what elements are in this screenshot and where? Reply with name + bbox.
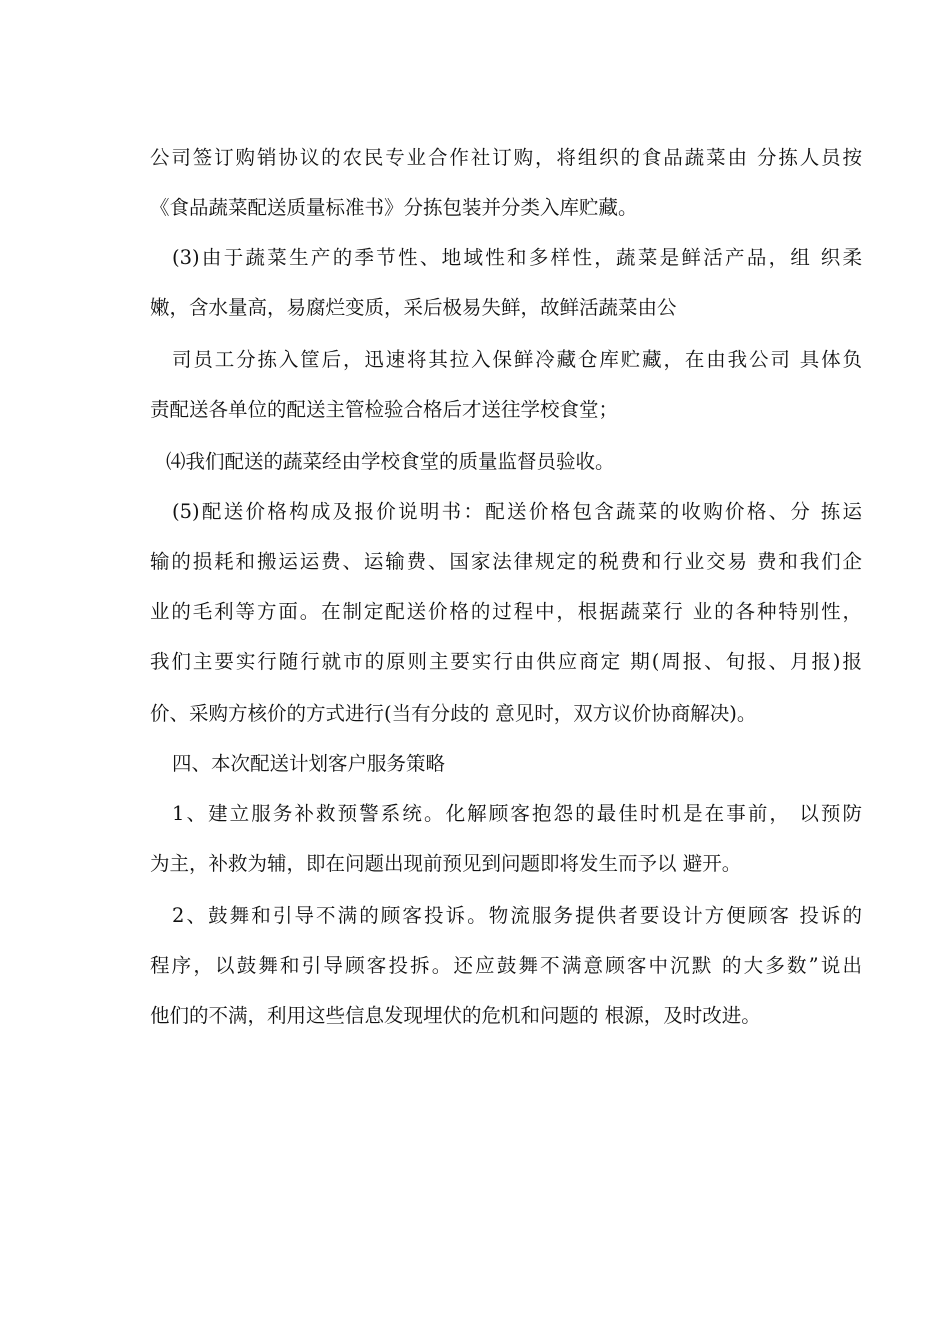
text-line: 1、建立服务补救预警系统。化解顾客抱怨的最佳时机是在事前， 以预防 (172, 802, 862, 825)
text-line: 程序，以鼓舞和引导顾客投拆。还应鼓舞不满意顾客中沉默 的大多数”说出 (150, 954, 862, 977)
section-heading: 四、本次配送计划客户服务策略 (172, 752, 446, 775)
text-line: 为主，补救为辅，即在问题出现前预见到问题即将发生而予以 避开。 (150, 852, 742, 875)
text-line: ⑷我们配送的蔬菜经由学校食堂的质量监督员验收。 (166, 450, 615, 473)
text-line: 嫩，含水量高，易腐烂变质，采后极易失鲜，故鲜活蔬菜由公 (150, 296, 677, 319)
text-line: 他们的不满，利用这些信息发现埋伏的危机和问题的 根源，及时改进。 (150, 1004, 761, 1027)
text-line: 公司签订购销协议的农民专业合作社订购，将组织的食品蔬菜由 分拣人员按 (150, 146, 862, 169)
text-line: 责配送各单位的配送主管检验合格后才送往学校食堂； (150, 398, 619, 421)
text-line: 我们主要实行随行就市的原则主要实行由供应商定 期(周报、旬报、月报)报 (150, 650, 862, 673)
text-line: 输的损耗和搬运运费、运输费、国家法律规定的税费和行业交易 费和我们企 (150, 550, 862, 573)
text-line: (3)由于蔬菜生产的季节性、地域性和多样性，蔬菜是鲜活产品，组 织柔 (172, 246, 862, 269)
text-line: 《食品蔬菜配送质量标准书》分拣包装并分类入库贮藏。 (150, 196, 638, 219)
text-line: (5)配送价格构成及报价说明书：配送价格包含蔬菜的收购价格、分 拣运 (172, 500, 862, 523)
text-line: 司员工分拣入筐后，迅速将其拉入保鲜冷藏仓库贮藏，在由我公司 具体负 (172, 348, 862, 371)
text-line: 业的毛利等方面。在制定配送价格的过程中，根据蔬菜行 业的各种特别性， (150, 600, 862, 623)
text-line: 价、采购方核价的方式进行(当有分歧的 意见时，双方议价协商解决)。 (150, 702, 757, 725)
text-line: 2、鼓舞和引导不满的顾客投诉。物流服务提供者要设计方便顾客 投诉的 (172, 904, 862, 927)
